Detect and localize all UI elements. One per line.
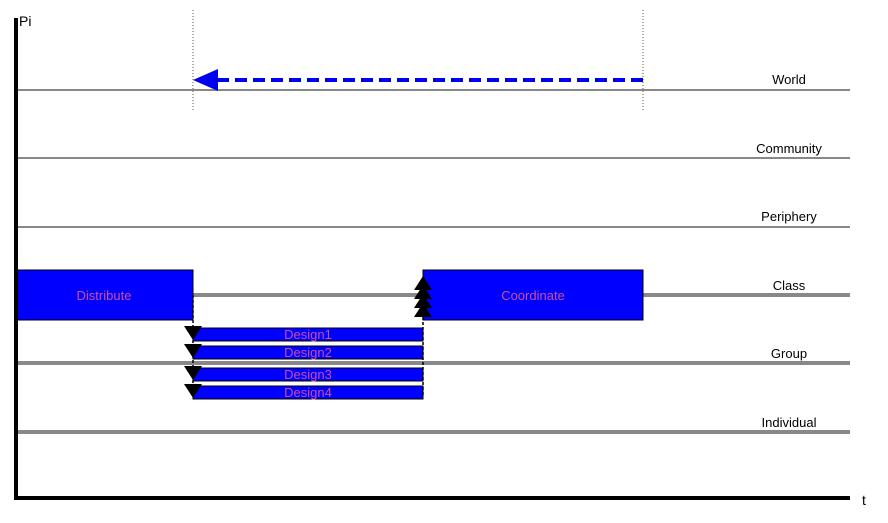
level-label-individual: Individual xyxy=(761,415,817,430)
y-axis-label: Pi xyxy=(19,13,32,29)
coordinate-label: Coordinate xyxy=(501,288,565,303)
level-label-class: Class xyxy=(772,278,806,293)
world-arrow-head xyxy=(193,69,218,91)
level-label-group: Group xyxy=(770,346,808,361)
design1-label: Design1 xyxy=(284,327,332,342)
design2-label: Design2 xyxy=(284,345,332,360)
level-label-periphery: Periphery xyxy=(761,209,817,224)
design3-label: Design3 xyxy=(284,367,332,382)
level-label-world: World xyxy=(772,72,806,87)
distribute-label: Distribute xyxy=(76,288,132,303)
level-label-community: Community xyxy=(756,141,822,156)
design4-label: Design4 xyxy=(284,385,332,400)
x-axis-label: t xyxy=(862,492,866,508)
